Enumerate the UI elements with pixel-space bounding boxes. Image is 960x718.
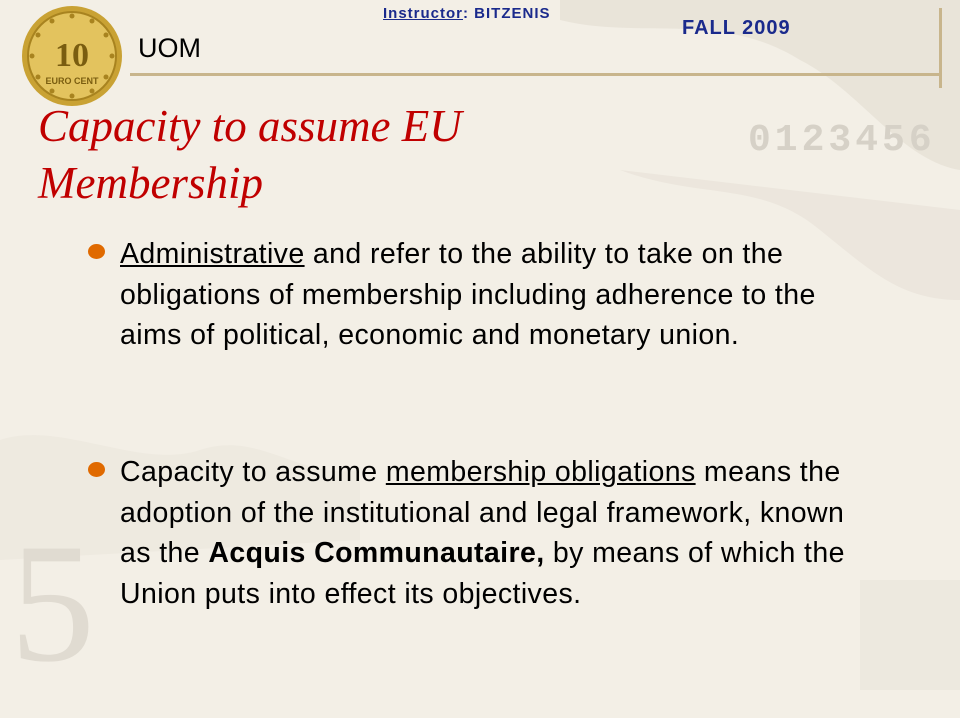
term-label: FALL 2009: [682, 17, 791, 39]
bullet-text: [120, 452, 848, 614]
slide-title-line-1: Capacity to assume EU: [38, 101, 462, 151]
brand-label: UOM: [138, 33, 201, 63]
slide-header: [0, 0, 960, 95]
watermark-big-number: 5: [10, 509, 95, 697]
slide-title-line-2: Membership: [38, 158, 263, 208]
bullet-marker-icon: [88, 462, 105, 477]
instructor-name: : BITZENIS: [463, 5, 551, 22]
coin-text: EURO CENT: [45, 76, 99, 86]
bullet-mid: means the adoption of the institutional and legal framework, known as the: [120, 456, 845, 569]
coin-value: 10: [55, 37, 89, 74]
underlined-term: Administrative: [120, 238, 305, 270]
header-side-divider: [939, 8, 942, 88]
instructor-line: [383, 5, 551, 22]
watermark-digits: 0123456: [748, 119, 936, 162]
bullet-membership-obligations: [88, 452, 848, 614]
bullet-administrative: [88, 234, 848, 356]
bullet-lead: Capacity to assume: [120, 456, 386, 488]
underlined-term: membership obligations: [385, 456, 696, 488]
slide-title: [38, 98, 658, 212]
bold-term: Acquis Communautaire,: [208, 537, 545, 569]
bullet-marker-icon: [88, 244, 105, 259]
euro-coin-logo: [20, 4, 124, 108]
bullet-text: [120, 234, 848, 356]
header-divider: [130, 73, 942, 76]
bullet-body: and refer to the ability to take on the obligations of membership including adherence to the aims of political, economic and monetary union.: [120, 238, 816, 351]
bullet-tail: by means of which the Union puts into effect its objectives.: [120, 537, 845, 610]
instructor-label: Instructor: [383, 5, 464, 22]
